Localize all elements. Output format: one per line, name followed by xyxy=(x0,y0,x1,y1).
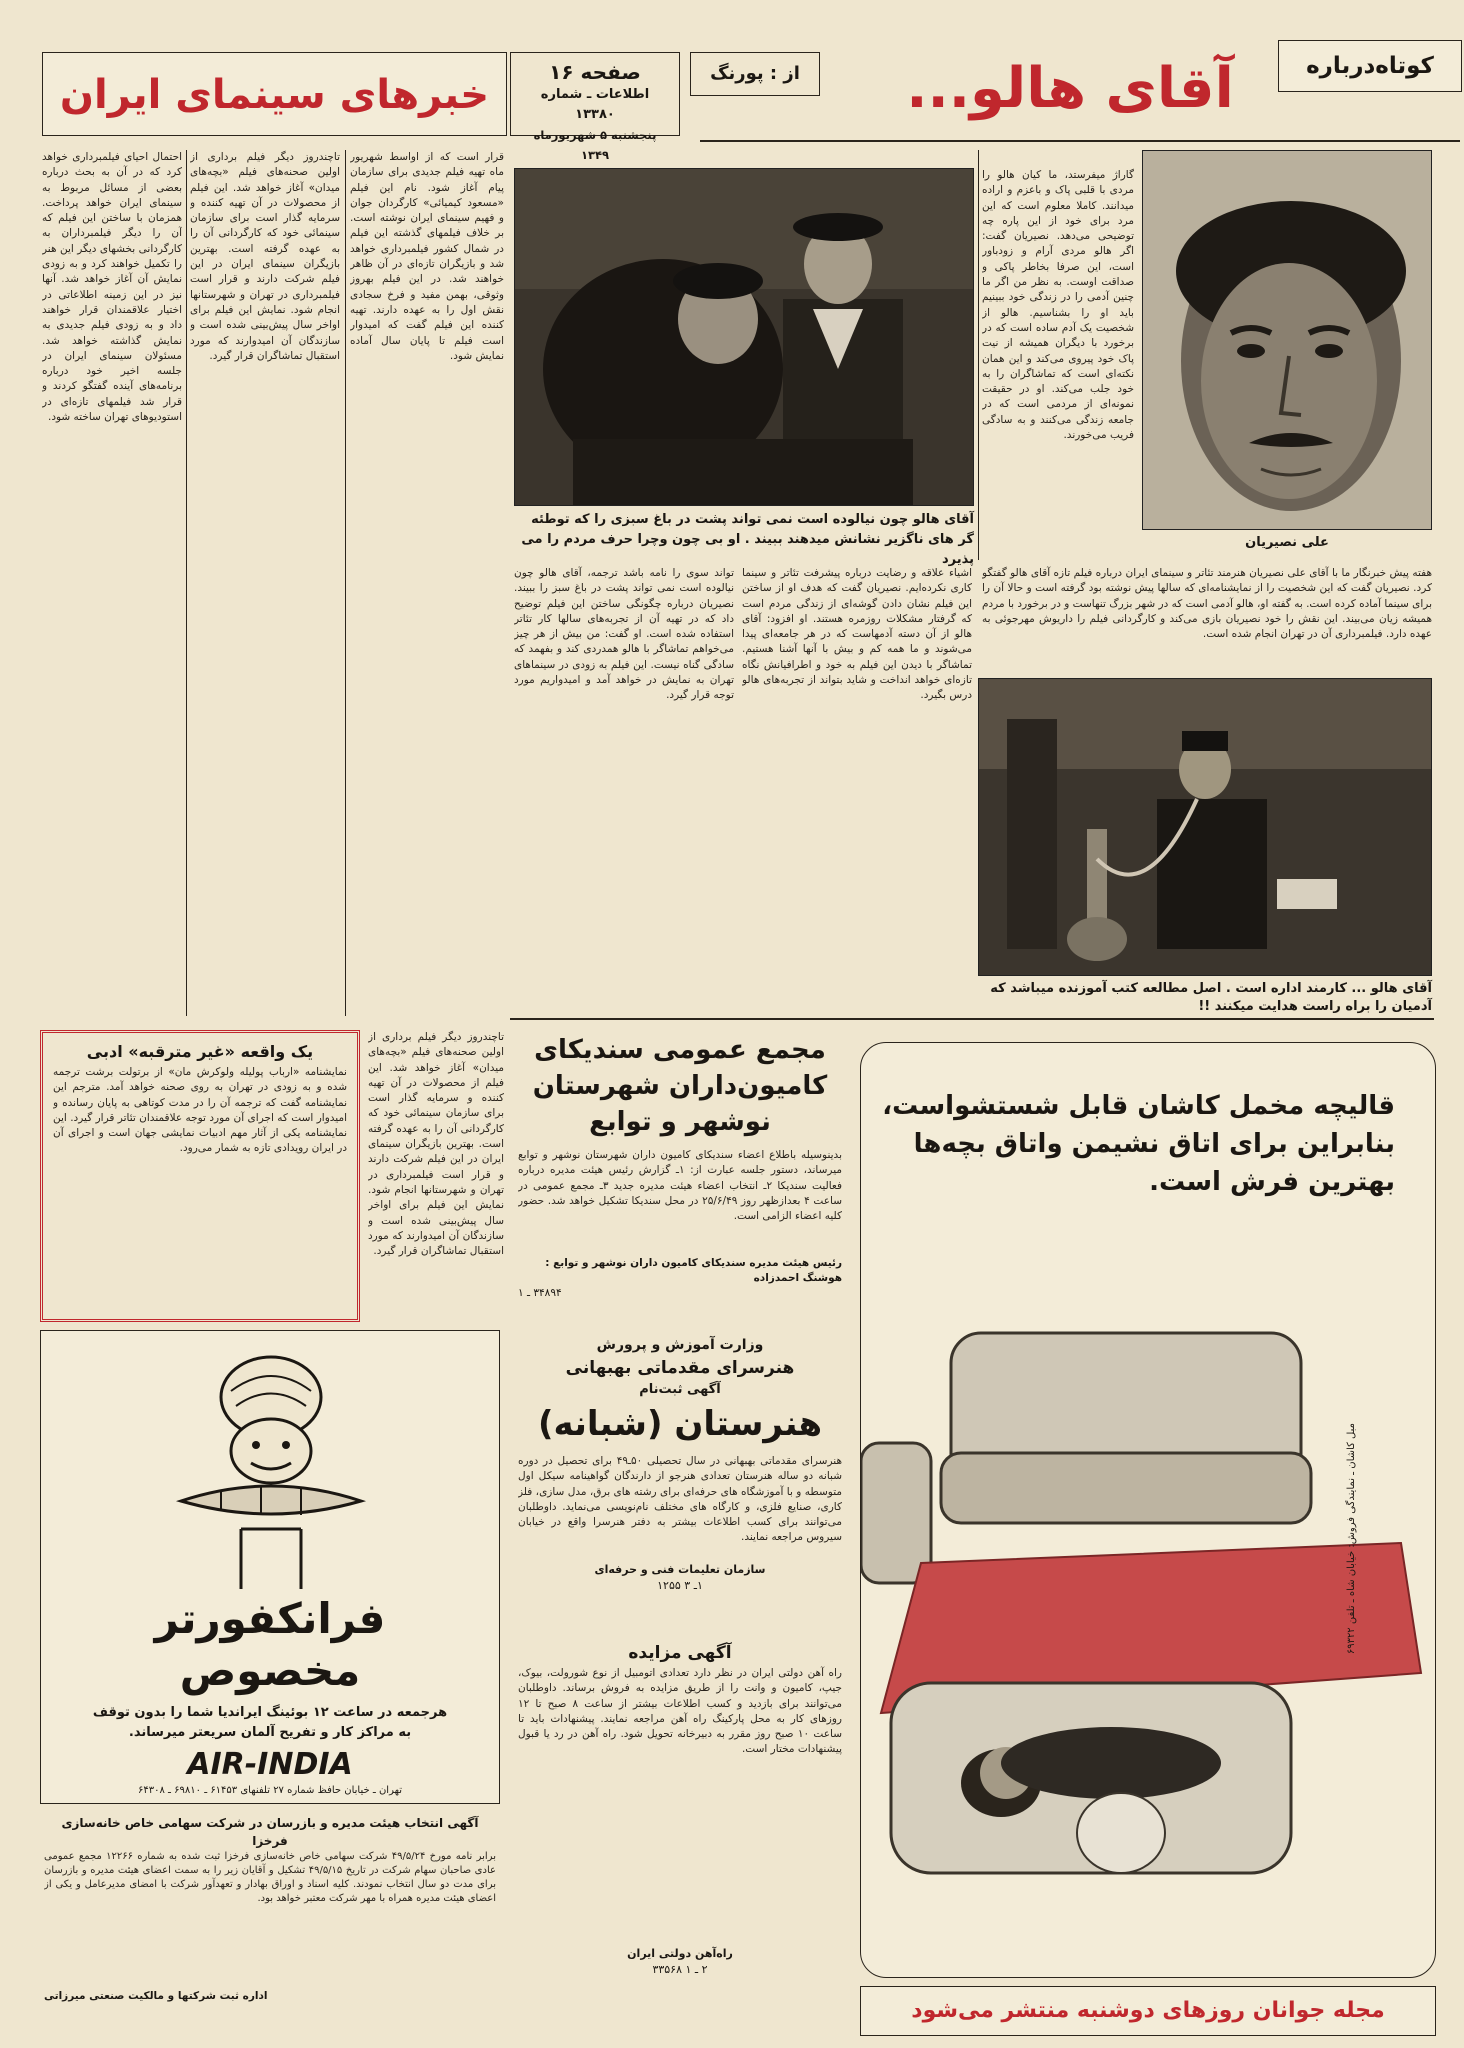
maharaja-mascot-icon xyxy=(161,1351,381,1591)
cinema-col-rule-1 xyxy=(186,150,187,1016)
union-body: بدینوسیله باطلاع اعضاء سندیکای کامیون داران شهرستان نوشهر و توابع میرساند، دستور جلسه عبارت از: ۱ـ گزارش رئیس هیئت مدیره درباره فعالیت سندیکا ۲ـ انتخاب اعضاء هیئت مدیره جدید ۳ـ مجمع عمومی در ساعت ۴ بعدازظهر روز ۲۵/۶/۴۹ در محل سندیکا تشکیل خواهد شد. حضور کلیه اعضاء الزامی است. xyxy=(518,1149,842,1223)
auction-body: راه آهن دولتی ایران در نظر دارد تعدادی اتومبیل از نوع شورولت، بیوک، جیپ، کامیون و وانت را از طریق مزایده به فروش برساند. داوطلبان می‌توانند برای بازدید و کسب اطلاعات بیشتر از ساعت ۸ صبح تا ۱۲ روزهای کار به محل پارکینگ راه آهن مراجعه نمایند. پیشنهادات باید تا ساعت ۱۰ صبح روز مقرر به دبیرخانه تحویل شود. راه آهن در رد یا قبول پیشنهادات مختار است. xyxy=(518,1667,842,1756)
header-rule xyxy=(700,140,1460,142)
airindia-address: تهران ـ خیابان حافظ شماره ۲۷ تلفنهای ۶۱۴۵۳ ـ ۶۹۸۱۰ ـ ۶۴۳۰۸ xyxy=(138,1785,402,1796)
portrait-photo xyxy=(1142,150,1432,530)
union-signature: رئیس هیئت مدیره سندیکای کامیون داران نوشهر و توابع : هوشنگ احمدزاده xyxy=(545,1257,842,1284)
article-title: آقای هالو... xyxy=(906,56,1234,121)
footer-banner-text: مجله جوانان روزهای دوشنبه منتشر می‌شود xyxy=(911,1998,1385,2023)
cinema-col-1: احتمال احیای فیلمبرداری خواهد کرد که در آن به بحث درباره بعضی از مسائل مربوط به سینمای ایران خواهد پرداخت. همزمان با ساختن این فیلم که آن را دیگر فیلمبرداران به کارگردانی بخشهای دیگر این هنر را تکمیل خواهند کرد و به زودی نمایش آن آغاز خواهد شد. آنها نیز در این زمینه اطلاعاتی در اختیار علاقمندان قرار خواهند داد و به زودی فیلم جدیدی به نمایش گذاشته خواهد شد. مسئولان سینمای ایران در جلسه اخیر خود درباره برنامه‌های آینده گفتگو کردند و قرار شد فیلمهای تازه‌ای در استودیوهای تهران ساخته شود. xyxy=(42,151,182,424)
literary-event-title: یک واقعه «غیر مترقبه» ادبی xyxy=(86,1042,314,1061)
company-notice-body: برابر نامه مورخ ۴۹/۵/۲۴ شرکت سهامی خاص خانه‌سازی فرخزا ثبت شده به شماره ۱۲۲۶۶ مجمع عمومی عادی صاحبان سهام شرکت در تاریخ ۴۹/۵/۱۵ تشکیل و آقایان زیر را به سمت اعضای هیئت مدیره و بازرسان برای مدت دو سال انتخاب نمودند. کلیه اسناد و اوراق بهادار و تعهدآور شرکت با امضای مدیرعامل و یکی از اعضای هیئت مدیره همراه با مهر شرکت معتبر خواهد بود. xyxy=(44,1851,496,1904)
literary-event-box xyxy=(40,1030,360,1322)
photo-bottom-caption: آقای هالو ... کارمند اداره است . اصل مطالعه کتب آموزنده میباشد که آدمیان را براه راست هدایت میکنند !! xyxy=(990,981,1432,1014)
issue-info-box xyxy=(510,52,680,162)
cinema-news-title-box xyxy=(42,52,507,136)
page-label: صفحه ۱۶ xyxy=(549,60,641,84)
school-ad xyxy=(510,1330,850,1630)
airindia-tagline-2: به مراکز کار و تفریح آلمان سریعتر میرساند. xyxy=(128,1725,412,1740)
date-line: پنجشنبه ۵ شهریورماه ۱۳۴۹ xyxy=(533,128,657,162)
union-title-2: کامیون‌داران شهرستان xyxy=(532,1071,828,1101)
article-col-d: تواند سوی را نامه باشد ترجمه، آقای هالو چون نیالوده است نمی تواند پشت در باغ سبز را ببیند. نصیریان درباره چگونگی ساختن این فیلم توضیح داد که در تهیه آن از تجربه‌های سالها کار تئاتر استفاده شده است. او گفت: من بیش از هر چیز می‌خواهم تماشاگر با هالو همدردی کند و بفهمد که سادگی گناه نیست. این فیلم به زودی در سینماهای تهران به نمایش در خواهد آمد و امیدواریم مورد توجه قرار گیرد. xyxy=(514,567,734,702)
portrait-caption: علی نصیریان xyxy=(1245,535,1329,550)
carpet-headline-3: بهترین فرش است. xyxy=(1149,1167,1395,1197)
school-ref: ۱ـ ۳ ۱۲۵۵ xyxy=(657,1579,703,1592)
section-label: کوتاه‌درباره xyxy=(1306,53,1434,79)
carpet-ad xyxy=(860,1042,1436,1978)
film-still-top-illustration xyxy=(514,169,973,506)
school-registration: آگهی ثبت‌نام xyxy=(639,1382,721,1397)
article-col-rule xyxy=(978,150,979,560)
photo-top-caption: آقای هالو چون نیالوده است نمی تواند پشت در باغ سبزی را که توطئه گر های ناگزیر نشانش میدهند ببیند . او بی چون وچرا حرف مردم را می پذیرد xyxy=(521,512,974,567)
union-title-3: نوشهر و توابع xyxy=(589,1107,771,1137)
carpet-caption: مبل کاشان ـ نمایندگی فروش: خیابان شاه ـ تلفن ۶۹۳۲۲ xyxy=(1346,1423,1357,1655)
cinema-col-2-continued: تاچندروز دیگر فیلم برداری از اولین صحنه‌های فیلم «بچه‌های میدان» آغاز خواهد شد. این فیلم از محصولات در آن تهیه کننده و سرمایه گذار است برای سازمان سینمائی خود که کارگردانی آن را به عهده گرفته است. بهترین بازیگران سینمای ایران در این فیلم شرکت دارند و قرار است فیلمبرداری در تهران و شهرستانها انجام شود. نمایش این فیلم برای اواخر سال پیش‌بینی شده است و سازندگان آن امیدوارند که مورد استقبال تماشاگران قرار گیرد. xyxy=(368,1031,504,1258)
airindia-brand: AIR-INDIA xyxy=(187,1747,353,1782)
company-notice xyxy=(40,1812,500,2002)
cinema-news-title: خبرهای سینمای ایران xyxy=(59,72,490,118)
airindia-title-1: فرانکفورتر xyxy=(154,1594,386,1643)
cinema-col-2: تاچندروز دیگر فیلم برداری از اولین صحنه‌های فیلم «بچه‌های میدان» آغاز خواهد شد. این فیلم از محصولات در آن تهیه کننده و سرمایه گذار است برای سازمان سینمائی خود که کارگردانی آن را به عهده گرفته است. بهترین بازیگران سینمای ایران در این فیلم شرکت دارند و قرار است فیلمبرداری در تهران و شهرستانها انجام شود. نمایش این فیلم برای اواخر سال پیش‌بینی شده است و سازندگان آن امیدوارند که مورد استقبال تماشاگران قرار گیرد. xyxy=(190,151,340,362)
section-label-box xyxy=(1278,40,1462,92)
school-ministry: وزارت آموزش و پرورش xyxy=(596,1337,764,1353)
company-notice-title: آگهی انتخاب هیئت مدیره و بازرسان در شرکت سهامی خاص خانه‌سازی فرخزا xyxy=(61,1816,479,1848)
airindia-tagline-1: هرجمعه در ساعت ۱۲ بوئینگ ایراندیا شما را بدون توقف xyxy=(92,1705,448,1720)
airindia-title-2: مخصوص xyxy=(179,1646,361,1695)
film-still-bottom-illustration xyxy=(978,679,1431,976)
byline: از : پورنگ xyxy=(710,63,800,84)
auction-signature: راه‌آهن دولتی ایران xyxy=(627,1947,733,1960)
union-ref: ۳۴۸۹۴ ـ ۱ xyxy=(518,1287,562,1299)
carpet-headline-1: قالیچه مخمل کاشان قابل شستشواست، xyxy=(882,1091,1395,1121)
airindia-ad xyxy=(40,1330,500,1804)
footer-banner xyxy=(860,1986,1436,2036)
cinema-col-rule-2 xyxy=(345,150,346,1016)
union-title-1: مجمع عمومی سندیکای xyxy=(534,1035,826,1065)
article-col-b: هفته پیش خبرنگار ما با آقای علی نصیریان هنرمند تئاتر و سینمای ایران درباره فیلم تازه آقای هالو گفتگو کرد. نصیریان گفت که این شخصیت را از نمایشنامه‌ای که سالها پیش نوشته بود گرفته است و حالا آن را برای سینما آماده کرده است. به گفته او، هالو آدمی است که در شهر بزرگ تنهاست و در برخورد با مردم همیشه زیان می‌بیند. این نقش را خود نصیریان بازی می‌کند و کارگردانی فیلم را داریوش مهرجوئی به عهده دارد. فیلمبرداری آن در تهران انجام شده است. xyxy=(982,567,1432,641)
literary-event-body: نمایشنامه «ارباب پولیله ولوکرش مان» از برتولت برشت ترجمه شده و به زودی در تهران به روی صحنه خواهد آمد. مترجم این نمایشنامه گفت که ترجمه آن را در مدت کوتاهی به پایان رسانده و امیدوار است که اجرای آن مورد توجه علاقمندان تئاتر قرار گیرد. این نمایشنامه یکی از آثار مهم ادبیات نمایشی جهان است و اجرای آن در ایران رویدادی تازه به شمار می‌رود. xyxy=(53,1066,347,1155)
portrait-illustration xyxy=(1142,151,1431,530)
article-bottom-rule xyxy=(510,1018,1434,1020)
cinema-col-3: قرار است که از اواسط شهریور ماه تهیه فیلم جدیدی برای سازمان پیام آغاز شود. نام این فیلم «مسعود کیمیائی» کارگردان جوان و فهیم سینمای ایران نوشته است. بر خلاف فیلمهای گذشته این فیلم در شمال کشور فیلمبرداری خواهد شد و بازیگران تازه‌ای در آن ظاهر خواهند شد. در این فیلم بهروز وثوقی، بهمن مفید و فرخ سجادی نقش اول را به عهده دارند. تهیه کننده این فیلم گفت که امیدوار است فیلم تا پایان سال آماده نمایش شود. xyxy=(350,151,504,362)
auction-ref: ۲ ـ ۱ ۳۳۵۶۸ xyxy=(652,1963,708,1976)
article-col-a: گاراژ میفرستد، ما کیان هالو را مردی با قلبی پاک و باعزم و اراده میدانند. کاملا معلوم است که این مرد برای خود از این پاره چه توضیحی می‌دهد. نصیریان گفت: اگر هالو مردی آرام و زودباور است، این صرفا بخاطر پاکی و صداقت اوست. به نظر من اگر ما چنین آدمی را در زندگی خود ببینیم باید او را بشناسیم. هالو از شخصیت یک آدم ساده است که در برخورد با دیگران همیشه از نیت پاک خود پیروی می‌کند و این همان نکته‌ای است که تماشاگران را به خود جلب می‌کند. او در حقیقت نمونه‌ای از مردمی است که در جامعه زندگی می‌کنند و به سادگی فریب می‌خورند. xyxy=(982,169,1134,442)
article-col-c: اشیاء علاقه و رضایت درباره پیشرفت تئاتر و سینما کاری نکرده‌ایم. نصیریان گفت که هدف او از ساختن این فیلم نشان دادن گوشه‌ای از زندگی مردم است که گرفتار مشکلات روزمره هستند. او افزود: آقای هالو از آن دسته آدمهاست که در هر جامعه‌ای پیدا می‌شوند و ما همه کم و بیش با آنها آشنا هستیم. تماشاگر با دیدن این فیلم به خود و اطرافیانش نگاه تازه‌ای خواهد انداخت و شاید بتواند از تجربه‌های هالو درس بگیرد. xyxy=(742,567,972,702)
school-title: هنرستان (شبانه) xyxy=(537,1404,823,1444)
film-still-top xyxy=(514,168,974,506)
school-body: هنرسرای مقدماتی بهبهانی در سال تحصیلی ۵۰ـ۴۹ برای تحصیل در دوره شبانه دو ساله هنرستان تعدادی هنرجو از دارندگان گواهینامه سیکل اول متوسطه و با آموزشگاه های حرفه‌ای برای رشته های برق، مدل سازی، فلز کاری، صنایع فلزی، و کارگاه های مختلف نام‌نویسی می‌نماید. داوطلبان می‌توانند برای کسب اطلاعات بیشتر به دفتر هنرسرا واقع در خیابان سیروس مراجعه نمایند. xyxy=(518,1455,842,1544)
auction-title: آگهی مزایده xyxy=(628,1643,732,1663)
byline-box xyxy=(690,52,820,96)
union-notice xyxy=(510,1026,850,1316)
issue-line: اطلاعات ـ شماره ۱۳۳۸۰ xyxy=(540,87,650,122)
company-notice-footer: اداره ثبت شرکتها و مالکیت صنعتی میرزاتی xyxy=(44,1990,268,2002)
film-still-bottom xyxy=(978,678,1432,976)
carpet-headline-2: بنابراین برای اتاق نشیمن واتاق بچه‌ها xyxy=(913,1129,1395,1159)
auction-ad xyxy=(510,1636,850,1998)
school-signature: سازمان تعلیمات فنی و حرفه‌ای xyxy=(594,1563,766,1576)
school-name: هنرسرای مقدماتی بهبهانی xyxy=(565,1358,795,1378)
